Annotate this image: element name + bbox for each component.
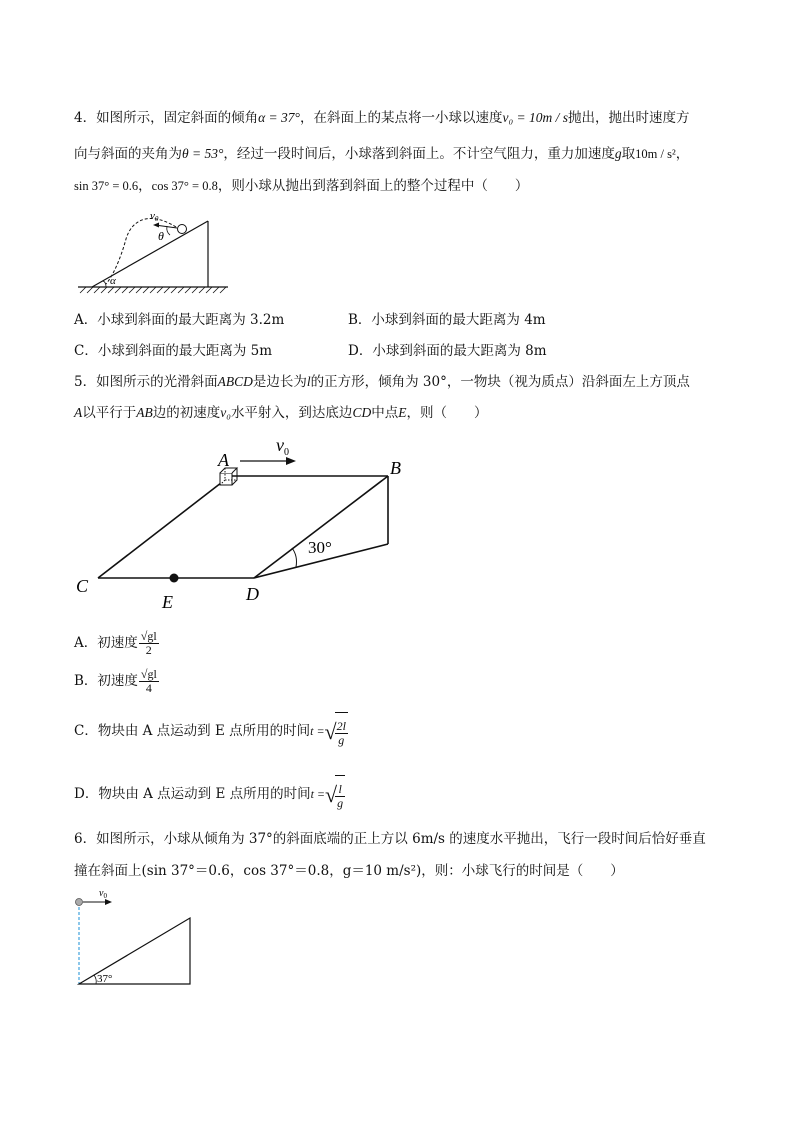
q5-option-b[interactable]: B．初速度 $\frac{√gl}{4}$ bbox=[74, 667, 157, 695]
q4-stem-line3: sin 37° = 0.6，cos 37° = 0.8，则小球从抛出到落到斜面上的整个过程中（ ） bbox=[74, 178, 529, 194]
q6-figure bbox=[72, 884, 202, 989]
q4-fig-v0: v0 bbox=[150, 210, 159, 223]
q6-fig-v0: $v_0$ bbox=[99, 888, 107, 900]
q4-g-value: 10m / s² bbox=[635, 147, 676, 161]
q4-option-d[interactable]: D．小球到斜面的最大距离为 8m bbox=[348, 343, 547, 359]
q4-option-b[interactable]: B．小球到斜面的最大距离为 4m bbox=[348, 312, 546, 328]
q4-ball bbox=[178, 225, 187, 234]
q5-angle-arc bbox=[292, 548, 297, 567]
q5-label-e: E bbox=[162, 592, 173, 612]
q6-ball bbox=[76, 899, 83, 906]
q5-label-c: C bbox=[76, 576, 89, 596]
q4-stem-line2: 向与斜面的夹角为θ = 53°，经过一段时间后，小球落到斜面上。不计空气阻力，重力加速度g取10m / s²， bbox=[74, 146, 690, 162]
q5-option-b-fraction: $\frac{√gl}{4}$ bbox=[140, 667, 157, 695]
q4-figure bbox=[70, 205, 240, 297]
q5-stem-line2: A以平行于AB边的初速度v₀水平射入，到达底边CD中点E，则（ ） bbox=[74, 405, 488, 421]
q4-stem-line1: 4．如图所示，固定斜面的倾角α = 37°，在斜面上的某点将一小球以速度v₀ = 10m / s抛出，抛出时速度方 bbox=[74, 110, 690, 126]
q4-cos-value: cos 37° = 0.8 bbox=[151, 179, 218, 193]
q4-fig-alpha: α bbox=[110, 275, 116, 287]
q4-sin-value: sin 37° = 0.6 bbox=[74, 179, 139, 193]
q6-fig-angle: 37° bbox=[97, 973, 113, 985]
q4-option-c[interactable]: C．小球到斜面的最大距离为 5m bbox=[74, 343, 273, 359]
q5-option-d[interactable]: D．物块由 A 点运动到 E 点所用的时间t =√ $\frac{l}{g}$ bbox=[74, 775, 345, 814]
q4-alpha-value: α = 37° bbox=[258, 110, 300, 125]
q6-incline bbox=[79, 918, 190, 984]
q5-option-c-radical: √ $\frac{2l}{g}$ bbox=[325, 712, 348, 751]
q5-edge-ac bbox=[98, 476, 230, 578]
q5-label-b: B bbox=[390, 458, 401, 478]
q5-point-e bbox=[170, 574, 179, 583]
q5-option-a[interactable]: A．初速度 $\frac{√gl}{2}$ bbox=[74, 629, 157, 657]
q4-theta-value: θ = 53° bbox=[182, 146, 224, 161]
q5-angle-label: 30° bbox=[308, 538, 332, 557]
q6-stem-line2: 撞在斜面上(sin 37°＝0.6，cos 37°＝0.8，g＝10 m/s²)，则：小球飞行的时间是（ ） bbox=[74, 863, 624, 879]
q4-option-a[interactable]: A．小球到斜面的最大距离为 3.2m bbox=[74, 312, 285, 328]
q5-edge-bd bbox=[254, 476, 388, 578]
q5-option-a-fraction: $\frac{√gl}{2}$ bbox=[140, 629, 157, 657]
q5-figure bbox=[70, 428, 420, 613]
q5-label-d: D bbox=[246, 584, 259, 604]
q5-option-d-radical: √ $\frac{l}{g}$ bbox=[325, 775, 345, 814]
q4-ground-hatch bbox=[80, 287, 226, 293]
q4-trajectory bbox=[106, 218, 176, 284]
q5-stem-line1: 5．如图所示的光滑斜面ABCD是边长为l的正方形，倾角为 30°，一物块（视为质点）沿斜面左上方顶点 bbox=[74, 374, 690, 390]
q4-v0-value: v₀ = 10m / s bbox=[502, 110, 569, 125]
q5-fig-v0: $v_0$ bbox=[276, 435, 289, 458]
q5-label-a: A bbox=[218, 450, 229, 470]
q6-stem-line1: 6．如图所示，小球从倾角为 37°的斜面底端的正上方以 6m/s 的速度水平抛出，飞行一段时间后恰好垂直 bbox=[74, 831, 706, 847]
q4-fig-theta: θ bbox=[158, 229, 164, 243]
q5-option-c[interactable]: C．物块由 A 点运动到 E 点所用的时间t =√ $\frac{2l}{g}$ bbox=[74, 712, 348, 751]
